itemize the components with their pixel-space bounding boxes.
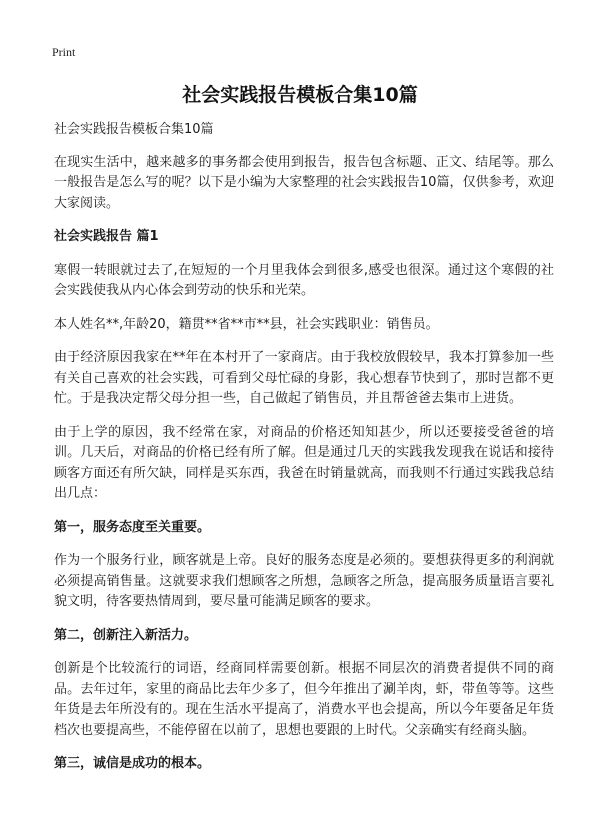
body-paragraph: 由于上学的原因，我不经常在家，对商品的价格还知知甚少，所以还要接受爸爸的培训。几天后，对商品的价格已经有所了解。但是通过几天的实践我发现我在说话和接待顾客方面还有所欠缺，同样是买东西，我爸在时销量就高，而我则不行通过实践我总结出几点： [54,424,554,501]
section-heading: 社会实践报告 篇1 [54,229,159,244]
document-body [54,120,554,788]
document-subtitle: 社会实践报告模板合集10篇 [54,122,214,137]
body-paragraph: 本人姓名**,年龄20，籍贯**省**市**县，社会实践职业：销售员。 [54,316,439,332]
page-title: 社会实践报告模板合集10篇 [182,84,418,106]
body-paragraph: 寒假一转眼就过去了,在短短的一个月里我体会到很多,感受也很深。通过这个寒假的社会实践使我从内心体会到劳动的快乐和光荣。 [54,262,554,298]
point2-paragraph: 创新是个比较流行的词语，经商同样需要创新。根据不同层次的消费者提供不同的商品。去年过年，家里的商品比去年少多了，但今年推出了涮羊肉，虾，带鱼等等。这些年货是去年所没有的。现在生活水平提高了，消费水平也会提高，所以今年要备足年货档次也要提高些，不能停留在以前了，思想也要跟的上时代。父亲确实有经商头脑。 [54,661,554,738]
point2-heading: 第二，创新注入新活力。 [54,627,198,643]
print-label: Print [52,45,76,59]
point1-heading: 第一，服务态度至关重要。 [54,519,211,535]
point1-paragraph: 作为一个服务行业，顾客就是上帝。良好的服务态度是必须的。要想获得更多的利润就必须提高销售量。这就要求我们想顾客之所想，急顾客之所急，提高服务质量语言要礼貌文明，待客要热情周到，要尽量可能满足顾客的要求。 [54,553,554,609]
point3-heading: 第三，诚信是成功的根本。 [54,756,211,771]
intro-paragraph: 在现实生活中，越来越多的事务都会使用到报告，报告包含标题、正文、结尾等。那么一般报告是怎么写的呢？以下是小编为大家整理的社会实践报告10篇，仅供参考，欢迎大家阅读。 [54,154,554,211]
body-paragraph: 由于经济原因我家在**年在本村开了一家商店。由于我校放假较早，我本打算参加一些有关自己喜欢的社会实践，可看到父母忙碌的身影，我心想春节快到了，那时岂都不更忙。于是我决定帮父母分担一些，自己做起了销售员，并且帮爸爸去集市上进货。 [54,350,554,406]
